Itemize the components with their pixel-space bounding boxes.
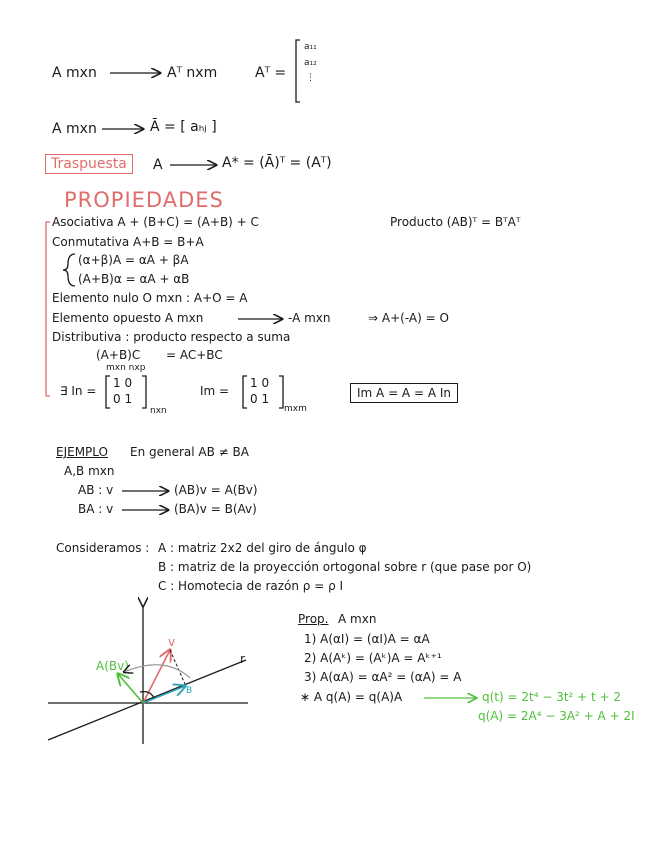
traspuesta-label: Traspuesta [45, 154, 133, 174]
transpose-matrix-entry-2: a₁₂ [304, 58, 317, 68]
prop-q2: q(A) = 2A⁴ − 3A² + A + 2I [478, 709, 635, 723]
consider-label: Consideramos : [56, 541, 150, 555]
prop-dist-sub: mxn nxp [106, 363, 146, 373]
prop-heading-rest: A mxn [338, 612, 377, 626]
properties-title: PROPIEDADES [64, 188, 224, 212]
prop-opuesto-right: -A mxn [288, 311, 331, 325]
properties-bracket [46, 222, 50, 396]
example-ba-right: (BA)v = B(Av) [174, 502, 257, 516]
prop-dist-formula: (A+B)C [96, 348, 141, 362]
transpose-line3-right: A* = (Ā)ᵀ = (Aᵀ) [222, 155, 332, 171]
transpose-line1-right: Aᵀ nxm [167, 65, 218, 81]
prop-asociativa: Asociativa A + (B+C) = (A+B) + C [52, 215, 259, 229]
prop-dist2: (A+B)α = αA + αB [78, 272, 190, 286]
identity-left-sub: nxn [150, 406, 167, 416]
transpose-matrix-entry-3: ⋮ [306, 73, 315, 83]
example-line1: A,B mxn [64, 464, 115, 478]
prop-dist1: (α+β)A = αA + βA [78, 253, 189, 267]
identity-left-row2: 0 1 [113, 392, 133, 406]
rotation-diagram [48, 606, 248, 744]
consider-a: A : matriz 2x2 del giro de ángulo φ [158, 541, 367, 555]
identity-right-row2: 0 1 [250, 392, 270, 406]
prop-distributiva: Distributiva : producto respecto a suma [52, 330, 291, 344]
consider-b: B : matriz de la proyección ortogonal sobre r (que pase por O) [158, 560, 532, 574]
prop-producto: Producto (AB)ᵀ = BᵀAᵀ [390, 215, 521, 229]
prop-heading: Prop. [298, 612, 329, 626]
identity-left: ∃ In = [60, 384, 97, 398]
bracket-at [296, 40, 300, 102]
diagram-label-abv: A(Bv) [96, 659, 129, 673]
prop-p4: ∗ A q(A) = q(A)A [300, 690, 403, 704]
example-ab-right: (AB)v = A(Bv) [174, 483, 258, 497]
prop-conmutativa: Conmutativa A+B = B+A [52, 235, 204, 249]
prop-p3: 3) A(αA) = αA² = (αA) = A [304, 670, 462, 684]
prop-q1: q(t) = 2t⁴ − 3t² + t + 2 [482, 690, 622, 704]
example-ba-left: BA : v [78, 502, 114, 516]
identity-right: Im = [200, 384, 230, 398]
transpose-line2-left: A mxn [52, 121, 97, 137]
identity-right-row1: 1 0 [250, 376, 270, 390]
diagram-label-v: v [168, 635, 176, 649]
example-ab-left: AB : v [78, 483, 114, 497]
prop-opuesto-result: ⇒ A+(-A) = O [368, 311, 449, 325]
prop-dist-formula-right: = AC+BC [166, 348, 223, 362]
transpose-line2-right: Ā = [ aₕⱼ ] [150, 119, 217, 135]
prop-nulo: Elemento nulo O mxn : A+O = A [52, 291, 248, 305]
identity-boxed: Im A = A = A In [350, 383, 458, 403]
diagram-label-b: B [186, 686, 193, 696]
transpose-line1-def: Aᵀ = [255, 65, 287, 81]
prop-opuesto: Elemento opuesto A mxn [52, 311, 204, 325]
consider-c: C : Homotecia de razón ρ = ρ I [158, 579, 344, 593]
transpose-line1-left: A mxn [52, 65, 97, 81]
identity-right-sub: mxm [284, 404, 307, 414]
example-heading-rest: En general AB ≠ BA [130, 445, 249, 459]
transpose-matrix-entry-1: a₁₁ [304, 42, 317, 52]
example-heading: EJEMPLO [56, 445, 108, 459]
identity-left-row1: 1 0 [113, 376, 133, 390]
transpose-line3-left: A [153, 157, 163, 173]
prop-p2: 2) A(Aᵏ) = (Aᵏ)A = Aᵏ⁺¹ [304, 651, 442, 665]
curly-brace [63, 254, 75, 286]
prop-p1: 1) A(αI) = (αI)A = αA [304, 632, 430, 646]
diagram-label-r: r [240, 652, 245, 666]
